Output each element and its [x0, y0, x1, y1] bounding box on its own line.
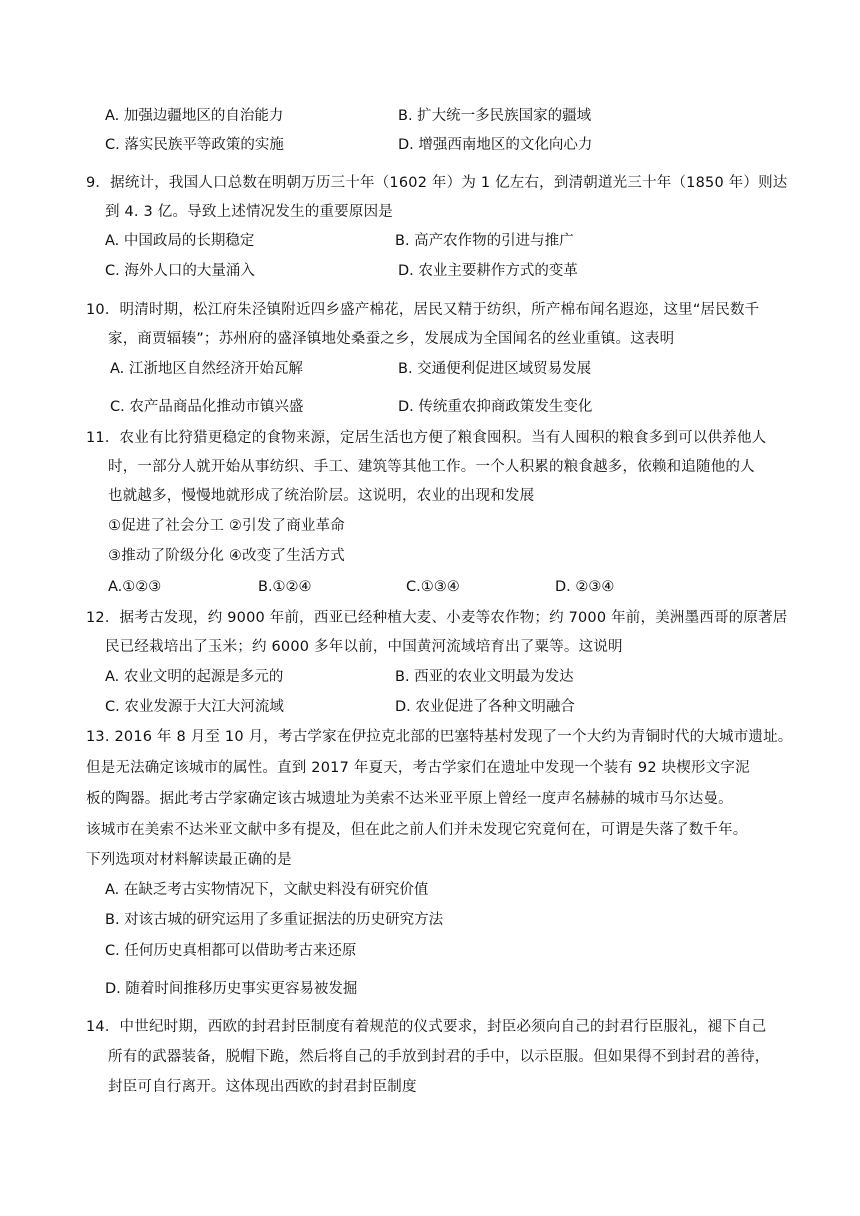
- q9-option-d: D. 农业主要耕作方式的变革: [398, 263, 578, 279]
- q14-stem-line-2: 所有的武器装备，脱帽下跪，然后将自己的手放到封君的手中，以示臣服。但如果得不到封君的善待，: [108, 1049, 770, 1065]
- q11-items-3-4: ③推动了阶级分化 ④改变了生活方式: [108, 548, 346, 564]
- q11-option-a: A.①②③: [108, 579, 162, 595]
- q11-option-d: D. ②③④: [555, 579, 615, 595]
- q11-option-c: C.①③④: [406, 579, 460, 595]
- q9-stem-line-1: 9．据统计，我国人口总数在明朝万历三十年（1602 年）为 1 亿左右，到清朝道光三十年（1850 年）则达: [86, 175, 788, 191]
- q13-option-a: A. 在缺乏考古实物情况下，文献史料没有研究价值: [105, 882, 429, 898]
- q13-stem-line-5: 下列选项对材料解读最正确的是: [86, 852, 292, 868]
- q10-option-a: A. 江浙地区自然经济开始瓦解: [110, 361, 303, 377]
- q8-option-b: B. 扩大统一多民族国家的疆域: [398, 108, 592, 124]
- q10-stem-line-1: 10．明清时期，松江府朱泾镇附近四乡盛产棉花，居民又精于纺织，所产棉布闻名遐迩，这里“居民数千: [86, 302, 760, 318]
- q13-stem-line-4: 该城市在美索不达米亚文献中多有提及，但在此之前人们并未发现它究竟何在，可谓是失落了数千年。: [86, 822, 748, 838]
- q11-stem-line-3: 也就越多，慢慢地就形成了统治阶层。这说明，农业的出现和发展: [108, 488, 535, 504]
- q9-option-a: A. 中国政局的长期稳定: [105, 233, 255, 249]
- q12-option-b: B. 西亚的农业文明最为发达: [395, 669, 574, 685]
- q11-stem-line-1: 11．农业有比狩猎更稳定的食物来源，定居生活也方便了粮食囤积。当有人囤积的粮食多到可以供养他人: [86, 430, 767, 446]
- q10-option-d: D. 传统重农抑商政策发生变化: [398, 399, 593, 415]
- q13-stem-line-3: 板的陶器。据此考古学家确定该古城遗址为美索不达米亚平原上曾经一度声名赫赫的城市马尔达曼。: [86, 791, 733, 807]
- q14-stem-line-3: 封臣可自行离开。这体现出西欧的封君封臣制度: [108, 1079, 417, 1095]
- q14-stem-line-1: 14．中世纪时期，西欧的封君封臣制度有着规范的仪式要求，封臣必须向自己的封君行臣服礼，褪下自己: [86, 1019, 767, 1035]
- q9-stem-line-2: 到 4. 3 亿。导致上述情况发生的重要原因是: [105, 204, 393, 220]
- q12-option-c: C. 农业发源于大江大河流域: [105, 699, 284, 715]
- q9-option-c: C. 海外人口的大量涌入: [105, 263, 255, 279]
- q12-stem-line-1: 12．据考古发现，约 9000 年前，西亚已经种植大麦、小麦等农作物；约 7000 年前，美洲墨西哥的原著居: [86, 610, 788, 626]
- q9-option-b: B. 高产农作物的引进与推广: [395, 233, 574, 249]
- q8-option-a: A. 加强边疆地区的自治能力: [105, 108, 284, 124]
- q12-option-a: A. 农业文明的起源是多元的: [105, 669, 284, 685]
- q12-option-d: D. 农业促进了各种文明融合: [395, 699, 575, 715]
- q13-option-c: C. 任何历史真相都可以借助考古来还原: [105, 943, 357, 959]
- q13-stem-line-1: 13. 2016 年 8 月至 10 月，考古学家在伊拉克北部的巴塞特基村发现了一个大约为青铜时代的大城市遗址。: [86, 729, 793, 745]
- q11-option-b: B.①②④: [258, 579, 312, 595]
- q8-option-d: D. 增强西南地区的文化向心力: [398, 137, 593, 153]
- q11-items-1-2: ①促进了社会分工 ②引发了商业革命: [108, 518, 346, 534]
- q8-option-c: C. 落实民族平等政策的实施: [105, 137, 284, 153]
- q11-stem-line-2: 时，一部分人就开始从事纺织、手工、建筑等其他工作。一个人积累的粮食越多，依赖和追随他的人: [108, 459, 755, 475]
- q10-option-b: B. 交通便利促进区域贸易发展: [398, 361, 592, 377]
- q12-stem-line-2: 民已经栽培出了玉米；约 6000 多年以前，中国黄河流域培育出了粟等。这说明: [105, 639, 623, 655]
- q13-stem-line-2: 但是无法确定该城市的属性。直到 2017 年夏天，考古学家们在遗址中发现一个装有 92 块楔形文字泥: [86, 760, 750, 776]
- q13-option-b: B. 对该古城的研究运用了多重证据法的历史研究方法: [105, 912, 444, 928]
- q13-option-d: D. 随着时间推移历史事实更容易被发掘: [105, 981, 358, 997]
- q10-option-c: C. 农产品商品化推动市镇兴盛: [110, 399, 304, 415]
- q10-stem-line-2: 家，商贾辐辏”；苏州府的盛泽镇地处桑蚕之乡，发展成为全国闻名的丝业重镇。这表明: [108, 331, 675, 347]
